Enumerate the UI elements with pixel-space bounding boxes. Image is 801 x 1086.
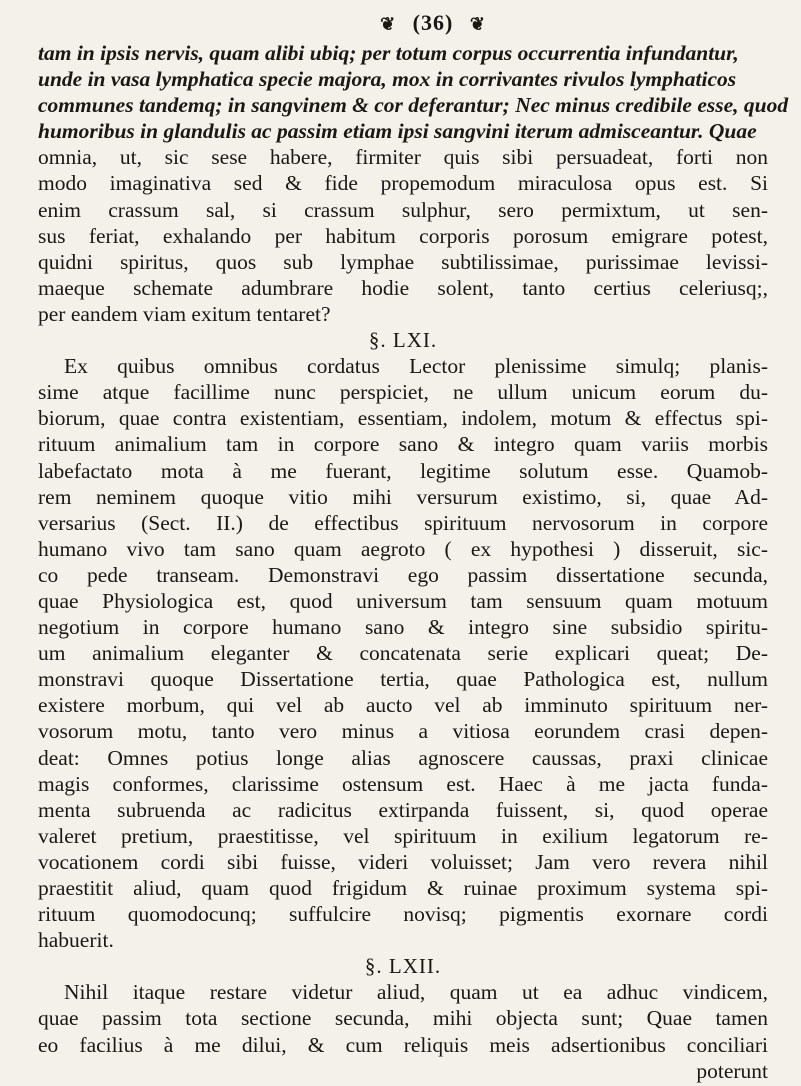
ornament-right-icon: ❦ bbox=[469, 14, 486, 34]
text-line: praestitit aliud, quam quod frigidum & ruinae proximum systema spi- bbox=[38, 876, 768, 900]
text-line: labefactato mota à me fuerant, legitime solutum esse. Quamob- bbox=[38, 458, 768, 483]
text-line: quae Physiologica est, quod universum tam sensuum quam motuum bbox=[38, 588, 768, 613]
page-body bbox=[38, 40, 789, 1084]
text-line: valeret pretium, praestitisse, vel spirituum in exilium legatorum re- bbox=[38, 823, 768, 848]
text-line: rituum quomodocunq; suffulcire novisq; pigmentis exornare cordi bbox=[38, 902, 768, 927]
text-line: sus feriat, exhalando per habitum corporis porosum emigrare potest, bbox=[38, 223, 768, 248]
page-header bbox=[98, 8, 768, 38]
text-line: communes tandemq; in sangvinem & cor deferantur; Nec minus credibile esse, quod bbox=[38, 93, 789, 118]
text-line: maeque schemate adumbrare hodie solent, tanto certius celeriusq;, bbox=[38, 275, 768, 300]
text-line: quae passim tota sectione secunda, mihi objecta sunt; Quae tamen bbox=[38, 1006, 768, 1031]
text-line: quidni spiritus, quos sub lymphae subtilissimae, purissimae levissi- bbox=[38, 249, 768, 274]
text-line: rituum animalium tam in corpore sano & integro quam variis morbis bbox=[38, 432, 768, 457]
text-line: negotium in corpore humano sano & integro sine subsidio spiritu- bbox=[38, 615, 768, 640]
text-line: habuerit. bbox=[38, 928, 114, 953]
ornament-left-icon: ❦ bbox=[380, 14, 397, 34]
text-line: humoribus in glandulis ac passim etiam ipsi sangvini iterum admisceantur. Quae bbox=[38, 119, 757, 144]
text-line: existere morbum, qui vel ab aucto vel ab imminuto spirituum ner- bbox=[38, 693, 768, 718]
catchword: poterunt bbox=[696, 1058, 768, 1083]
text-line: omnia, ut, sic sese habere, firmiter quis sibi persuadeat, forti non bbox=[38, 145, 768, 170]
text-line: menta subruenda ac radicitus extirpanda fuissent, si, quod operae bbox=[38, 797, 768, 822]
text-line: rem neminem quoque vitio mihi versurum existimo, si, quae Ad- bbox=[38, 484, 768, 509]
text-line: biorum, quae contra existentiam, essentiam, indolem, motum & effectus spi- bbox=[38, 406, 768, 431]
text-line: Nihil itaque restare videtur aliud, quam ut ea adhuc vindicem, bbox=[64, 980, 768, 1005]
text-line: per eandem viam exitum tentaret? bbox=[38, 301, 331, 326]
section-heading: §. LXI. bbox=[368, 328, 438, 353]
text-line: vocationem cordi sibi fuisse, videri voluisset; Jam vero revera nihil bbox=[38, 849, 768, 874]
text-line: deat: Omnes potius longe alias agnoscere caussas, praxi clinicae bbox=[38, 745, 768, 770]
text-line: um animalium eleganter & concatenata serie explicari queat; De- bbox=[38, 641, 768, 666]
text-line: monstravi quoque Dissertatione tertia, quae Pathologica est, nullum bbox=[38, 667, 768, 692]
text-line: sime atque facillime nunc perspiciet, ne ullum unicum eorum du- bbox=[38, 380, 768, 405]
section-heading: §. LXII. bbox=[364, 954, 442, 979]
text-line: humano vivo tam sano quam aegroto ( ex hypothesi ) disseruit, sic- bbox=[38, 536, 768, 561]
text-line: vosorum motu, tanto vero minus a vitiosa eorundem crasi depen- bbox=[38, 719, 768, 744]
page-number: (36) bbox=[412, 10, 454, 35]
text-line: eo facilius à me dilui, & cum reliquis meis adsertionibus conciliari bbox=[38, 1032, 768, 1057]
text-line: versarius (Sect. II.) de effectibus spirituum nervosorum in corpore bbox=[38, 510, 768, 535]
book-page bbox=[38, 8, 789, 1083]
text-line: modo imaginativa sed & fide propemodum miraculosa opus est. Si bbox=[38, 171, 768, 196]
text-line: Ex quibus omnibus cordatus Lector plenissime simulq; planis- bbox=[64, 354, 768, 379]
text-line: tam in ipsis nervis, quam alibi ubiq; per totum corpus occurrentia infundantur, bbox=[38, 41, 739, 65]
text-line: unde in vasa lymphatica specie majora, mox in corrivantes rivulos lymphaticos bbox=[38, 67, 737, 92]
text-line: co pede transeam. Demonstravi ego passim dissertatione secunda, bbox=[38, 562, 768, 587]
text-line: magis conformes, clarissime ostensum est. Haec à me jacta funda- bbox=[38, 771, 768, 796]
text-line: enim crassum sal, si crassum sulphur, sero permixtum, ut sen- bbox=[38, 197, 768, 222]
